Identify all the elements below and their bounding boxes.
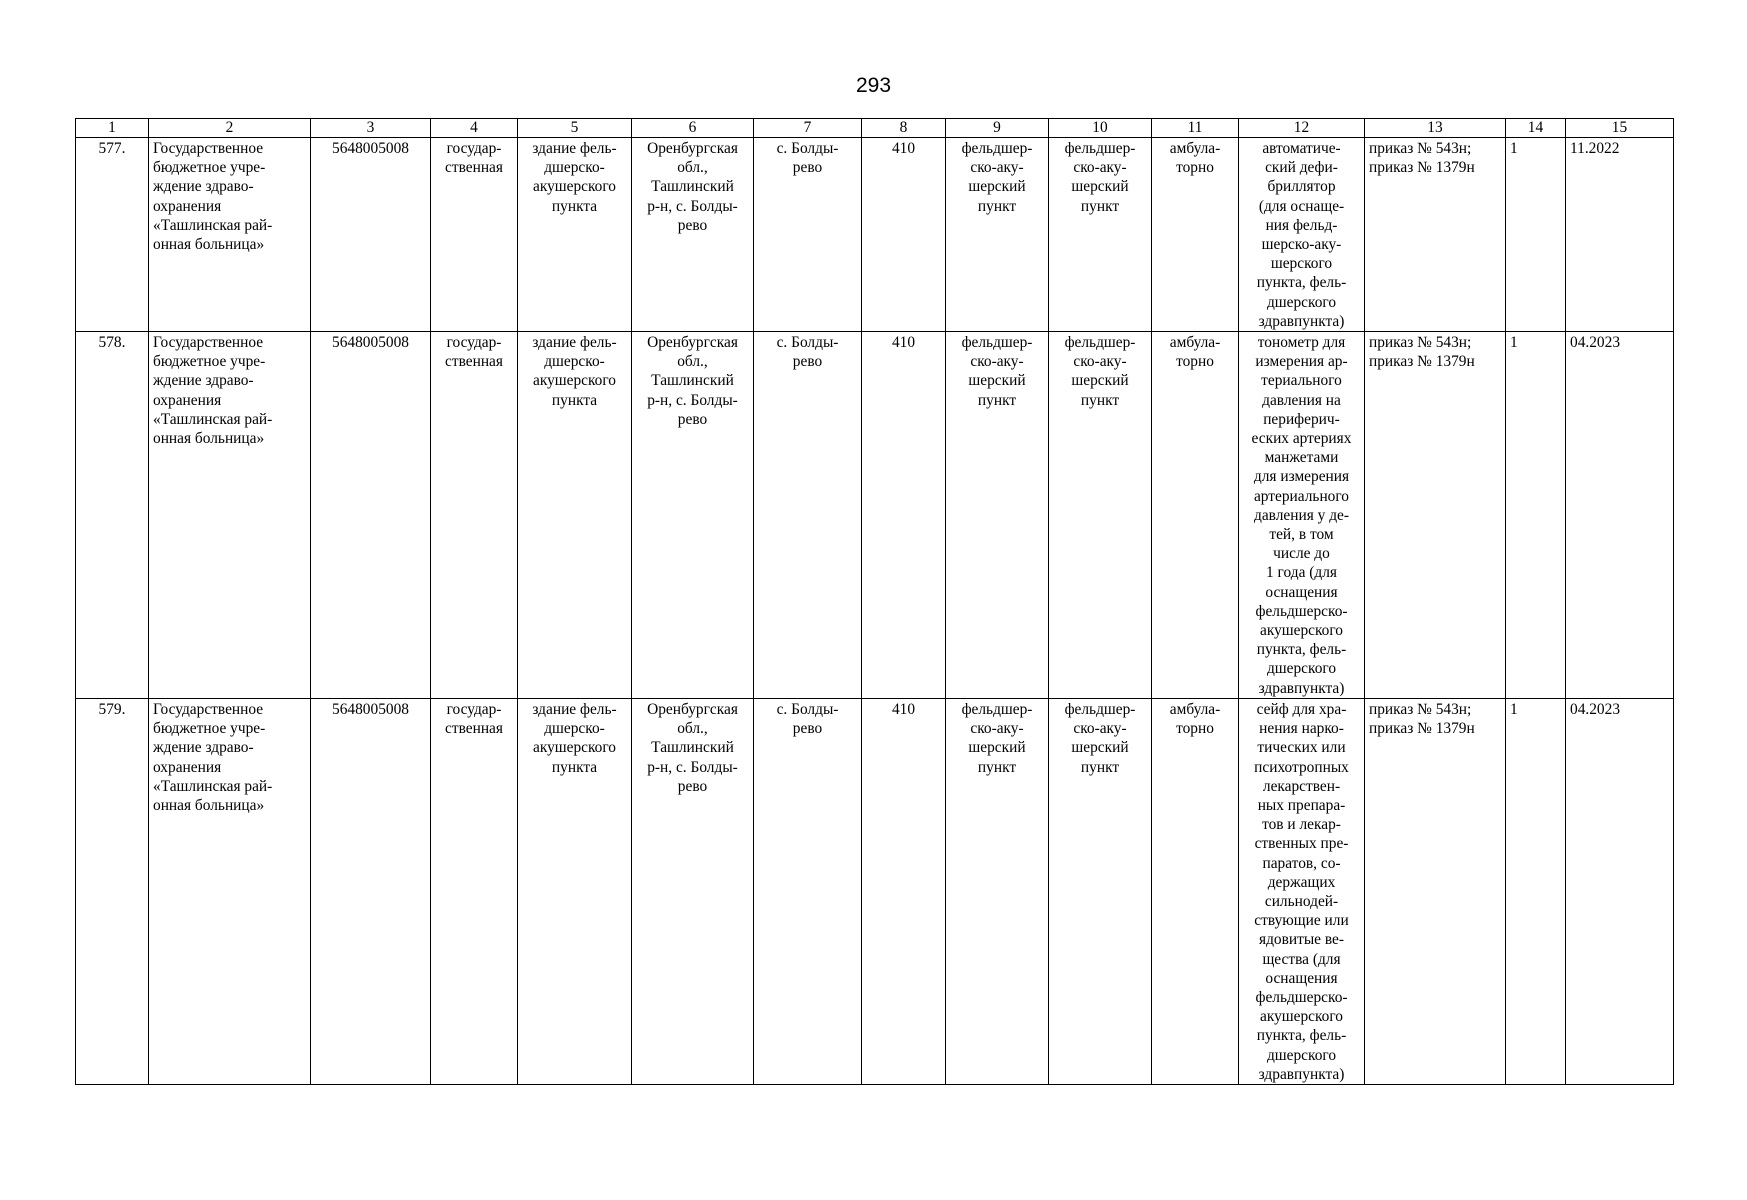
ownership-form: государ- ственная: [431, 698, 518, 1084]
column-header: 11: [1152, 119, 1239, 138]
column-number-row: [76, 119, 1674, 138]
column-header: 13: [1365, 119, 1506, 138]
care-form: амбула- торно: [1152, 138, 1239, 332]
table-row: [76, 138, 1674, 332]
organization-name: Государственное бюджетное учре- ждение здраво- охранения «Ташлинская рай- онная больница»: [149, 698, 311, 1084]
care-form: амбула- торно: [1152, 332, 1239, 699]
column-header: 3: [311, 119, 431, 138]
column-header: 5: [518, 119, 632, 138]
quantity: 1: [1506, 698, 1566, 1084]
code: 410: [862, 138, 946, 332]
column-header: 7: [754, 119, 862, 138]
equipment: тонометр для измерения ар- териального давления на периферич- еских артериях манжетами для измерения артериального давления у де- тей, в том числе до 1 года (для оснащения фельдшерско- акушерского пункта, фель- дшерского здравпункта): [1239, 332, 1365, 699]
building: здание фель- дшерско- акушерского пункта: [518, 138, 632, 332]
building: здание фель- дшерско- акушерского пункта: [518, 332, 632, 699]
column-header: 4: [431, 119, 518, 138]
unit-type: фельдшер- ско-аку- шерский пункт: [946, 332, 1049, 699]
row-number: 578.: [76, 332, 149, 699]
unit-type: фельдшер- ско-аку- шерский пункт: [946, 138, 1049, 332]
unit-type: фельдшер- ско-аку- шерский пункт: [946, 698, 1049, 1084]
locality: с. Болды- рево: [754, 332, 862, 699]
address: Оренбургская обл., Ташлинский р-н, с. Болды- рево: [632, 332, 754, 699]
column-header: 2: [149, 119, 311, 138]
address: Оренбургская обл., Ташлинский р-н, с. Болды- рево: [632, 138, 754, 332]
date: 04.2023: [1566, 332, 1674, 699]
page-number: 293: [855, 74, 892, 97]
column-header: 8: [862, 119, 946, 138]
column-header: 12: [1239, 119, 1365, 138]
date: 11.2022: [1566, 138, 1674, 332]
row-number: 577.: [76, 138, 149, 332]
order: приказ № 543н; приказ № 1379н: [1365, 698, 1506, 1084]
code: 410: [862, 332, 946, 699]
table-row: [76, 698, 1674, 1084]
row-number: 579.: [76, 698, 149, 1084]
inn: 5648005008: [311, 698, 431, 1084]
order: приказ № 543н; приказ № 1379н: [1365, 138, 1506, 332]
column-header: 15: [1566, 119, 1674, 138]
inn: 5648005008: [311, 332, 431, 699]
registry-table: [75, 118, 1674, 1085]
unit-name: фельдшер- ско-аку- шерский пункт: [1049, 698, 1152, 1084]
column-header: 10: [1049, 119, 1152, 138]
ownership-form: государ- ственная: [431, 138, 518, 332]
organization-name: Государственное бюджетное учре- ждение здраво- охранения «Ташлинская рай- онная больница»: [149, 332, 311, 699]
equipment: автоматиче- ский дефи- бриллятор (для оснаще- ния фельд- шерско-аку- шерского пункта, фель- дшерского здравпункта): [1239, 138, 1365, 332]
column-header: 9: [946, 119, 1049, 138]
unit-name: фельдшер- ско-аку- шерский пункт: [1049, 332, 1152, 699]
locality: с. Болды- рево: [754, 698, 862, 1084]
unit-name: фельдшер- ско-аку- шерский пункт: [1049, 138, 1152, 332]
column-header: 1: [76, 119, 149, 138]
inn: 5648005008: [311, 138, 431, 332]
organization-name: Государственное бюджетное учре- ждение здраво- охранения «Ташлинская рай- онная больница»: [149, 138, 311, 332]
locality: с. Болды- рево: [754, 138, 862, 332]
quantity: 1: [1506, 138, 1566, 332]
equipment: сейф для хра- нения нарко- тических или психотропных лекарствен- ных препара- тов и лекар- ственных пре- паратов, со- держащих сильнодей- ствующие или ядовитые ве- щества (для оснащения фельдшерско- акушерского пункта, фель- дшерского здравпункта): [1239, 698, 1365, 1084]
code: 410: [862, 698, 946, 1084]
ownership-form: государ- ственная: [431, 332, 518, 699]
address: Оренбургская обл., Ташлинский р-н, с. Болды- рево: [632, 698, 754, 1084]
table-row: [76, 332, 1674, 699]
column-header: 14: [1506, 119, 1566, 138]
quantity: 1: [1506, 332, 1566, 699]
column-header: 6: [632, 119, 754, 138]
date: 04.2023: [1566, 698, 1674, 1084]
order: приказ № 543н; приказ № 1379н: [1365, 332, 1506, 699]
building: здание фель- дшерско- акушерского пункта: [518, 698, 632, 1084]
care-form: амбула- торно: [1152, 698, 1239, 1084]
